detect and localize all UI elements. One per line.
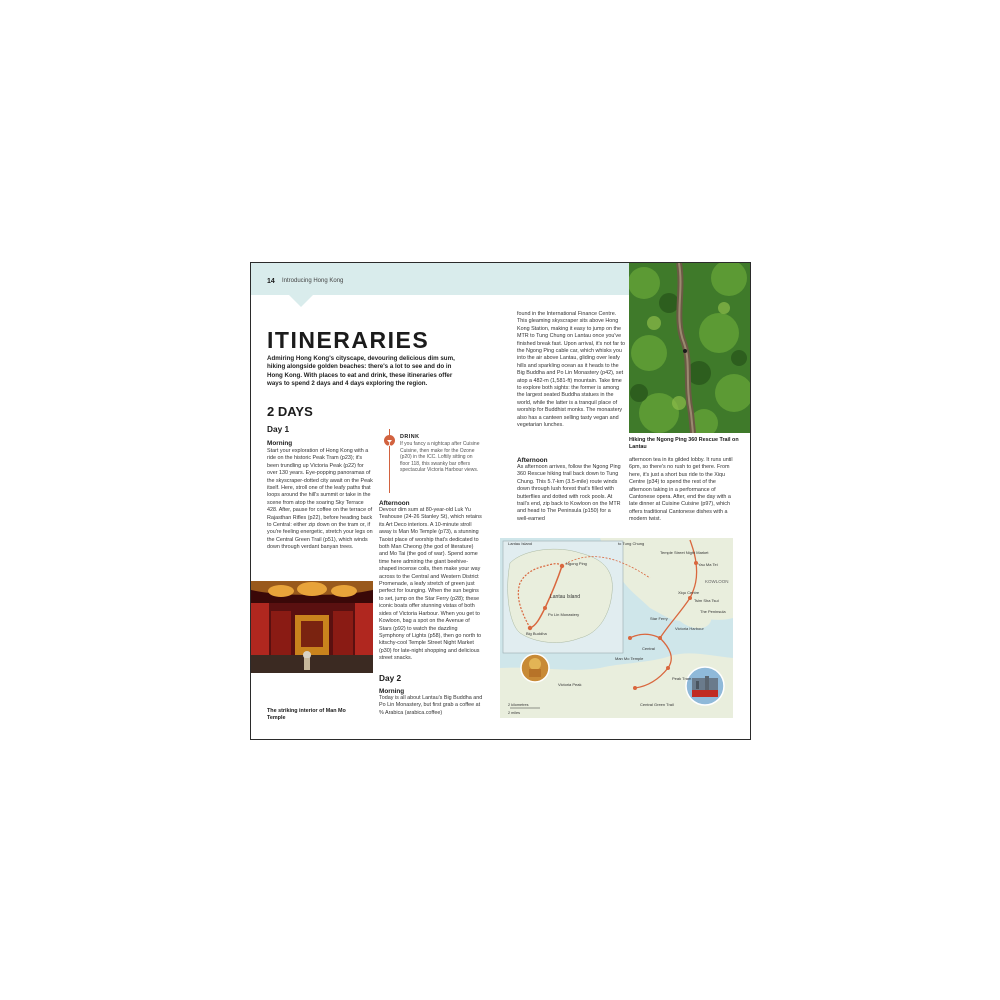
header-notch	[289, 295, 313, 307]
drink-box	[379, 429, 480, 493]
man-mo-temple-photo	[251, 581, 373, 673]
day1-afternoon-text: Devour dim sum at 80-year-old Luk Yu Teahouse (24-26 Stanley St), which retains its Art Deco interiors. A 10-minute stroll away is Man Mo Temple (p73), a stunning Taoist place of worship that's dedicated to both Man Cheong (the god of literature) and Mo Tai (the god of war). Spend some time here admiring the giant beehive-shaped incense coils, then make your way across to the Central and Western District Promenade, a leafy stretch of green just perfect for lounging. When the sun begins to set, jump on the Star Ferry (p28); these iconic boats offer stunning vistas of both sides of Victoria Harbour. When you get to Kowloon, bag a spot on the Avenue of Stars (p92) to watch the dazzling Symphony of Lights (p58), then go north to kitschy-cool Temple Street Night Market (p30) for late-night shopping and delicious street snacks.	[379, 507, 482, 662]
day1-afternoon-heading: Afternoon	[379, 500, 410, 507]
map-label-temple-street: Temple Street Night Market	[660, 550, 709, 555]
day2-afternoon-text: As afternoon arrives, follow the Ngong Ping 360 Rescue hiking trail back down to Tung Chung. This 5.7-km (3.5-mile) route winds down through lush forest that's filled with butterflies and dotted with rock pools. At trail's end, zip back to Kowloon on the MTR and head to The Peninsula (p150) for a well-earned	[517, 464, 621, 522]
day2-morning-text: Today is all about Lantau's Big Buddha and Po Lin Monastery, but first grab a coffee at % Arabica (arabica.coffee)	[379, 695, 483, 716]
day1-heading: Day 1	[267, 424, 290, 434]
map-scale-km: 2 kilometres	[508, 703, 529, 707]
map-scale-mi: 2 miles	[508, 711, 521, 715]
section-heading: 2 DAYS	[267, 404, 313, 419]
drink-icon	[384, 435, 395, 446]
map-label-lantau-center: Lantau Island	[550, 594, 581, 600]
map-label-victoria-harbour: Victoria Harbour	[675, 626, 704, 631]
day2-afternoon-continued: afternoon tea in its gilded lobby. It runs until 6pm, so there's no rush to get there. From here, it's just a short bus ride to the Xiqu Centre (p34) to spend the rest of the afternoon taking in a performance of Cantonese opera. After, end the day with a late dinner at Cuisine Cuisine (p97), which offers traditional Cantonese dishes with a modern twist.	[629, 457, 733, 523]
map-label-tsim-sha-tsui: Tsim Sha Tsui	[694, 598, 719, 603]
forest-trail-image	[629, 263, 750, 433]
map-label-tung-chung: to Tung Chung	[618, 541, 645, 546]
day1-morning-heading: Morning	[267, 440, 293, 447]
rescue-trail-photo	[629, 263, 750, 433]
page-title: ITINERARIES	[267, 327, 430, 353]
map-label-po-lin: Po Lin Monastery	[548, 612, 580, 617]
map-label-peninsula: The Peninsula	[700, 609, 726, 614]
day2-morning-continued: found in the International Finance Centre. This gleaming skyscraper sits above Hong Kong Station, making it easy to jump on the MTR to Tung Chung on Lantau once you've finished break fast. Upon arrival, it's not far to the Ngong Ping cable car, which whisks you into the air above Lantau, gliding over leafy hills and sparkling ocean as it heads to the Big Buddha and Po Lin Monastery (p42), set atop a 482-m (1,581-ft) mountain. Take time to explore both sights: the former is among the largest seated Buddha statues in the world, while the latter is a tranquil place of worship for Buddhist monks. The monastery also has a canteen selling tasty vegan and vegetarian lunches.	[517, 311, 625, 429]
day2-heading: Day 2	[379, 673, 402, 683]
map-label-big-buddha: Big Buddha	[526, 631, 547, 636]
drink-text: If you fancy a nightcap after Cuisine Cuisine, then make for the Ozone (p20) in the ICC. Loftily sitting on floor 118, this swanky bar offers spectacular Victoria Harbour views.	[400, 441, 480, 473]
intro-text: Admiring Hong Kong's cityscape, devouring delicious dim sum, hiking alongside golden beaches: there's a lot to see and do in Hong Kong. With places to eat and drink, these itineraries offer ways to spend 2 days and 4 days exploring the region.	[267, 355, 455, 388]
map-label-star-ferry: Star Ferry	[650, 616, 668, 621]
itinerary-map	[500, 538, 733, 718]
book-spread	[250, 262, 751, 740]
temple-interior-image	[251, 581, 373, 673]
map-label-central: Central	[642, 646, 655, 651]
drink-title: DRINK	[400, 434, 420, 440]
map-label-man-mo: Man Mo Temple	[615, 656, 644, 661]
rescue-trail-caption: Hiking the Ngong Ping 360 Rescue Trail on Lantau	[629, 437, 739, 450]
map-label-peak-tram: Peak Tram	[672, 676, 692, 681]
map-graphic	[500, 538, 733, 718]
man-mo-temple-caption: The striking interior of Man Mo Temple	[267, 708, 346, 721]
map-label-lantau-island: Lantau Island	[508, 541, 533, 546]
day2-morning-heading: Morning	[379, 688, 405, 695]
day2-afternoon-heading: Afternoon	[517, 457, 548, 464]
map-label-yau-ma-tei: Yau Ma Tei	[698, 562, 718, 567]
map-label-kowloon: KOWLOON	[705, 579, 729, 584]
map-label-ngong-ping: Ngong Ping	[566, 561, 587, 566]
map-label-xiqu: Xiqu Centre	[678, 590, 700, 595]
day1-morning-text: Start your exploration of Hong Kong with a ride on the historic Peak Tram (p23); it's been trundling up Victoria Peak (p22) for over 130 years. Eye-popping panoramas of the skyscraper-dotted city await on the Peak itself. Here, stroll one of the leafy paths that loops around the hill's summit or take in the scene from atop the soaring Sky Terrace 428. After, pause for coffee on the terrace of Rajasthan Rifles (p22), before heading back to Central: either zip down on the tram or, if you're feeling energetic, stretch your legs on the Central Green Trail (p51), which winds down through verdant banyan trees.	[267, 448, 373, 551]
page-number: 14	[267, 278, 275, 285]
map-label-central-green: Central Green Trail	[640, 702, 674, 707]
map-label-victoria-peak: Victoria Peak	[558, 682, 582, 687]
section-name: Introducing Hong Kong	[282, 278, 344, 284]
